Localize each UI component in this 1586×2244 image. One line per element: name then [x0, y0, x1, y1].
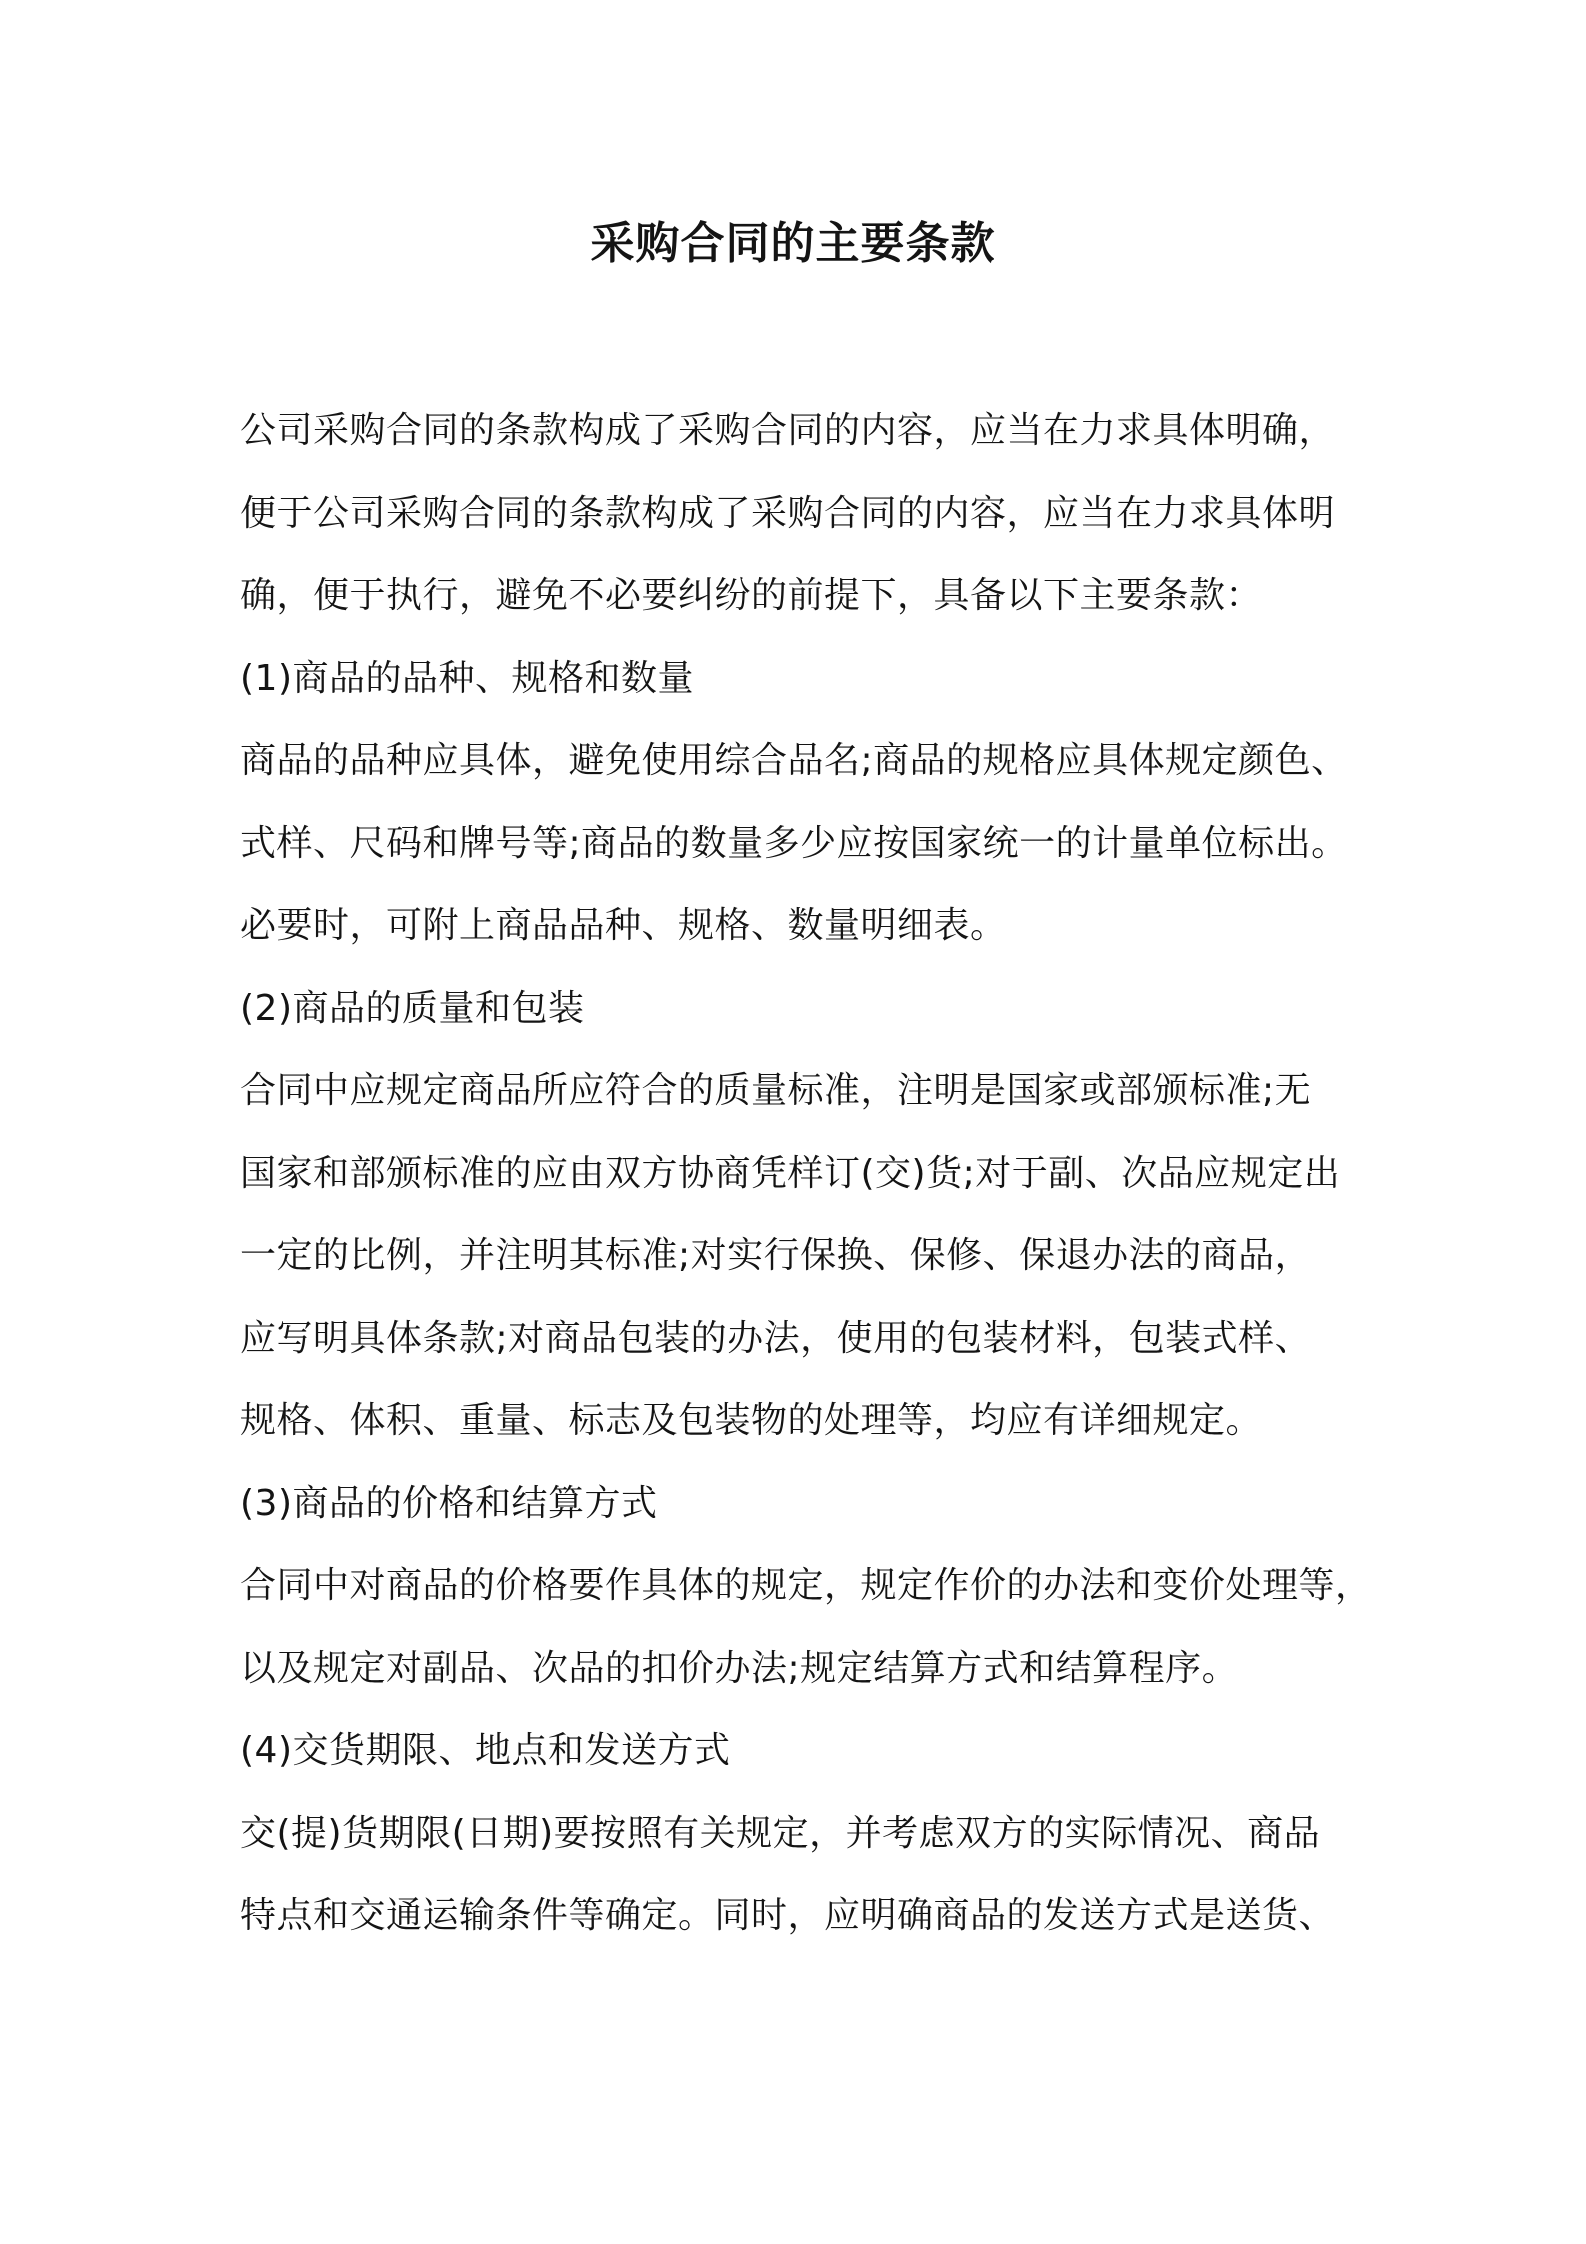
- text-line: 以及规定对副品、次品的扣价办法;规定结算方式和结算程序。: [240, 1647, 1239, 1689]
- text-line: 确，便于执行，避免不必要纠纷的前提下，具备以下主要条款：: [240, 575, 1263, 616]
- text-line: 必要时，可附上商品品种、规格、数量明细表。: [240, 905, 1007, 946]
- text-line: 式样、尺码和牌号等;商品的数量多少应按国家统一的计量单位标出。: [240, 822, 1348, 864]
- section-heading: (3)商品的价格和结算方式: [240, 1482, 658, 1524]
- text-line: 特点和交通运输条件等确定。同时，应明确商品的发送方式是送货、: [240, 1895, 1336, 1936]
- text-line: 公司采购合同的条款构成了采购合同的内容，应当在力求具体明确，: [240, 410, 1336, 451]
- text-line: 一定的比例，并注明其标准;对实行保换、保修、保退办法的商品，: [240, 1235, 1312, 1276]
- text-line: 国家和部颁标准的应由双方协商凭样订(交)货;对于副、次品应规定出: [240, 1152, 1341, 1194]
- document-title: 采购合同的主要条款: [590, 218, 996, 269]
- text-line: 商品的品种应具体，避免使用综合品名;商品的规格应具体规定颜色、: [240, 740, 1348, 781]
- text-line: 便于公司采购合同的条款构成了采购合同的内容，应当在力求具体明: [240, 492, 1336, 534]
- text-line: 应写明具体条款;对商品包装的办法，使用的包装材料，包装式样、: [240, 1317, 1312, 1359]
- document-body: [240, 401, 1370, 1969]
- text-line: 交(提)货期限(日期)要按照有关规定，并考虑双方的实际情况、商品: [240, 1812, 1321, 1854]
- section-heading: (2)商品的质量和包装: [240, 987, 585, 1029]
- section-heading: (4)交货期限、地点和发送方式: [240, 1730, 731, 1771]
- text-line: 规格、体积、重量、标志及包装物的处理等，均应有详细规定。: [240, 1400, 1263, 1441]
- text-line: 合同中应规定商品所应符合的质量标准，注明是国家或部颁标准;无: [240, 1070, 1312, 1111]
- section-heading: (1)商品的品种、规格和数量: [240, 657, 694, 699]
- text-line: 合同中对商品的价格要作具体的规定，规定作价的办法和变价处理等，: [240, 1565, 1372, 1606]
